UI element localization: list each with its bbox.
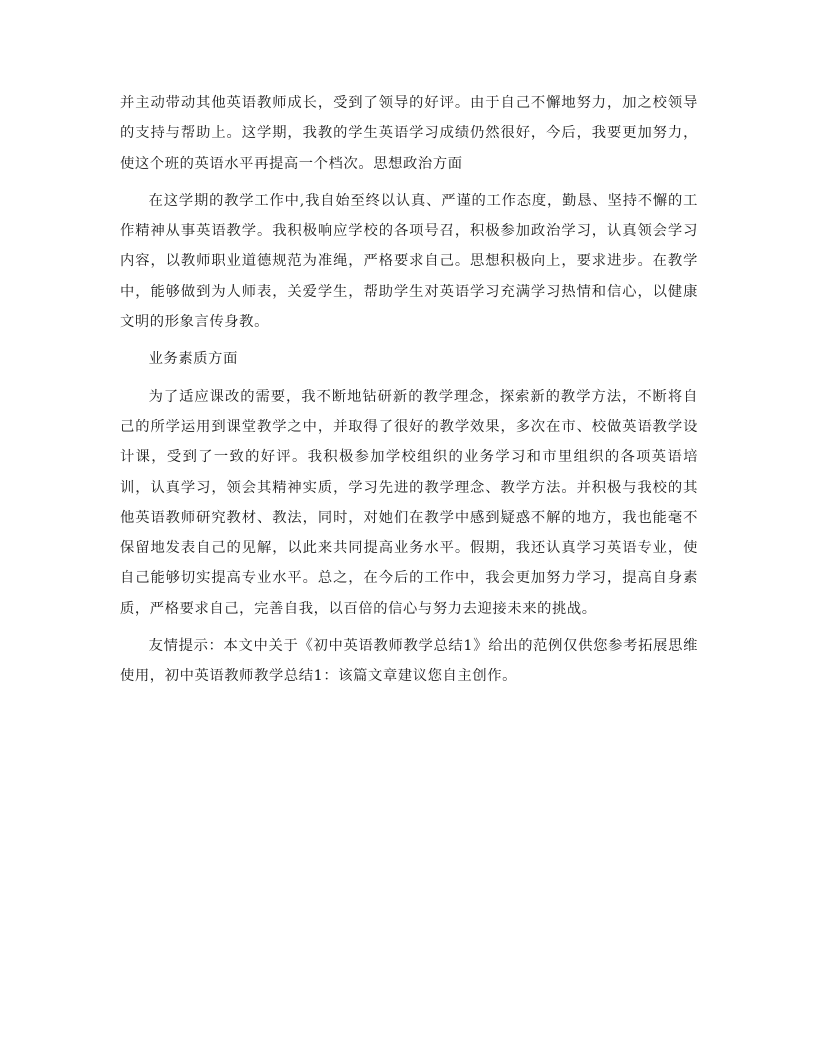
paragraph-work-summary: 并主动带动其他英语教师成长，受到了领导的好评。由于自己不懈地努力，加之校领导的支持与帮助上。这学期，我教的学生英语学习成绩仍然很好，今后，我要更加努力，使这个班的英语水平再提高一个档次。思想政治方面 [120, 95, 698, 172]
paragraph-friendly-tip: 友情提示：本文中关于《初中英语教师教学总结1》给出的范例仅供您参考拓展思维使用，初中英语教师教学总结1：该篇文章建议您自主创作。 [120, 638, 698, 685]
section-heading-professional-quality: 业务素质方面 [148, 351, 238, 368]
document-body [120, 88, 698, 692]
paragraph-political-thought: 在这学期的教学工作中,我自始至终以认真、严谨的工作态度，勤恳、坚持不懈的工作精神从事英语教学。我积极响应学校的各项号召，积极参加政治学习，认真领会学习内容，以教师职业道德规范为准绳，严格要求自己。思想积极向上，要求进步。在教学中，能够做到为人师表，关爱学生，帮助学生对英语学习充满学习热情和信心，以健康文明的形象言传身教。 [120, 192, 698, 331]
paragraph-professional-quality: 为了适应课改的需要，我不断地钻研新的教学理念，探索新的教学方法，不断将自己的所学运用到课堂教学之中，并取得了很好的教学效果，多次在市、校做英语教学设计课，受到了一致的好评。我积极参加学校组织的业务学习和市里组织的各项英语培训，认真学习，领会其精神实质，学习先进的教学理念、教学方法。并积极与我校的其他英语教师研究教材、教法，同时，对她们在教学中感到疑惑不解的地方，我也能毫不保留地发表自己的见解，以此来共同提高业务水平。假期，我还认真学习英语专业，使自己能够切实提高专业水平。总之，在今后的工作中，我会更加努力学习，提高自身素质，严格要求自己，完善自我，以百倍的信心与努力去迎接未来的挑战。 [120, 388, 698, 617]
